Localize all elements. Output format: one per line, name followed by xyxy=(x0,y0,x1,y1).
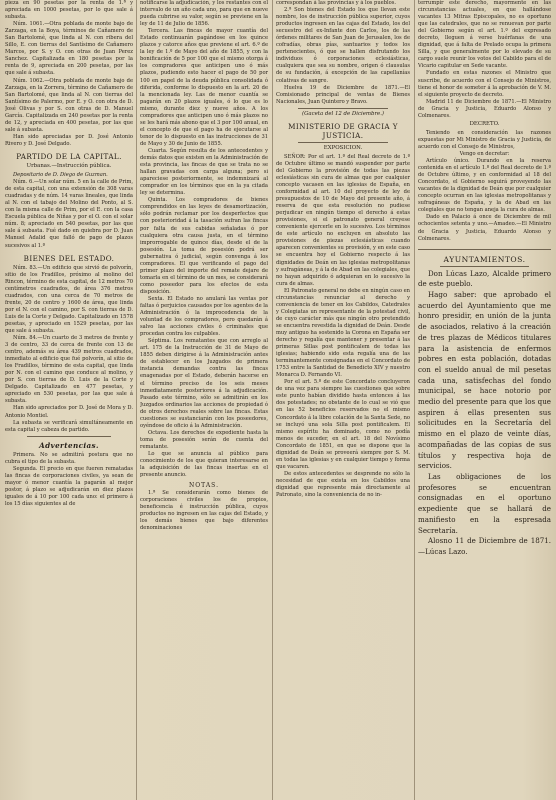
paragraph: correspondan á las provincias y á los pueblos. xyxy=(276,0,397,6)
column-rule xyxy=(414,0,415,800)
paragraph: Cuarta. Según resulta de los antecedentes y demás datos que existen en la Administración de esta provincia, las fincas de que se trata no se hallan gravadas con carga alguna; pero si apareciese posteriormente, se indemnizará al comprador en los términos que en la ya citada ley se determina. xyxy=(140,147,268,197)
section-subheading: DECRETO. xyxy=(469,120,500,127)
section-heading: MINISTERIO DE GRACIA Y JUSTICIA. xyxy=(288,121,398,140)
paragraph: Madrid 11 de Diciembre de 1871.—El Ministro de Gracia y Justicia, Eduardo Alonso y Colmenares. xyxy=(418,98,551,119)
paragraph: notificarse la adjudicación, y los restantes con el intervalo de un año cada uno, para que en nueve pueda cubrirse su valor, según se previene en la ley de 11 de Julio de 1856. xyxy=(140,0,268,28)
paragraph: Artículo único. Durando en la reserva contenida en el artículo 1.º del Real decreto de 1.º de Octubre último, y en conformidad al 18 del Concordato, el Gobierno seguirá proveyendo las vacantes de la dignidad de Deán que por cualquier concepto ocurran en las iglesias metropolitanas y sufragáneas de España, y la de Abad en las colegiales que no tengan aneja la cura de almas. xyxy=(418,158,551,214)
paragraph: Segunda. El precio en que fueren rematadas las fincas de corporaciones civiles, ya sean de mayor ó menor cuantía la pagarán al mejor postor, á plazo se adjudicarán en diez plazos iguales de á 10 por 100 cada uno: el primero á los 15 días siguientes al de xyxy=(5,465,133,507)
mayor-title: Don Lúcas Lazo, Alcalde primero de este pueblo. xyxy=(418,268,551,289)
paragraph: Hago saber: que aprobado el acuerdo del Ayuntamiento que me honro presidir, en unión de la junta de asociados, relativo á la creación de tres plazas de Médicos titulares para la asistencia de enfermos pobres en esta población, dotadas con el sueldo anual de mil pesetas cada una, satisfechas del fondo municipal, se hace notorio por medio del presente para que los que aspiren á ellas presenten sus solicitudes en la Secretaría del mismo en el plazo de veinte días, acompañadas de las copias de sus títulos y respectiva hoja de servicios. xyxy=(418,290,551,471)
paragraph: terrumpir este derecho, mayormente en las circunstancias actuales, en que hallándose vacantes 13 Mitras Episcopales, no es oportuno que las catedrales, que no se renuevan por parte del Gobierno según el art. 1.º del expresado decreto, lleguen á verse huérfanas de una dignidad, que á falta de Prelado ocupa la primera Silla, y que generalmente por lo elevado de su cargo suele reunir los votos del Cabildo para el de Vicario capitular en Sede vacante. xyxy=(418,0,551,70)
paragraph: Lo que se anuncia al público para conocimiento de los que quieran interesarse en la adquisición de las fincas insertas en el presente anuncio. xyxy=(140,451,268,479)
paragraph: Quinta. Los compradores de bienes comprendidos en las leyes de desamortización, sólo podrán reclamar por los desperfectos que con posterioridad á la tasación sufran las fincas por falta de sus cabidas señaladas ó por cualquiera otra causa justa, en el término improrrogable de quince días, desde el de la posesión. La toma de posesión podrá ser gubernativa ó judicial, según convenga á los compradores. El que verificando el pago del primer plazo del importe del remate dejare de tomarla en el término de un mes, se considerará como poseedor para los efectos de esta disposición. xyxy=(140,197,268,295)
column-4 xyxy=(418,0,551,800)
column-2 xyxy=(140,0,268,800)
column-1 xyxy=(5,0,133,800)
notes-heading: NOTAS. xyxy=(189,482,219,490)
paragraph: Núm. 1062.—Otra poblada de monte bajo de Zarzaga, en la Zorrera, término de Cañamero de San Bartolomé, que linda al N. con tierras del Santísimo de Palermo, por E. y O. con otra de D. José Olivas y por S. con otras de D. Manuel García. Capitalizada en 240 pesetas por la renta de 12, y apreciada en 400 pesetas, por las que sale á subasta. xyxy=(5,77,133,133)
depositary-line: Depositario de D. Diego de Guzman. xyxy=(13,172,108,179)
paragraph: Núm. 1061.—Otra poblada de monte bajo de Zarzaga, en la Boya, términos de Cañamero de San Bartolomé, que linda al N. con ribera del Sillo, E. con tierras del Santísimo de Cañamero Marcos, por S. y O. con otras de Juan Perez Sanchez. Capitalizada en 180 pesetas por la renta de 9, apreciada en 200 pesetas, por las que sale á subasta. xyxy=(5,21,133,77)
signature-line: Alosno 11 de Diciembre de 1871.—Lúcas Lazo. xyxy=(418,536,551,556)
paragraph: SEÑOR: Por el art. 1.º del Real decreto de 1.º de Octubre último se mandó suspender por parte del Gobierno la provisión de todas las piezas eclesiásticas sin cura de almas que por cualquier concepto vacasen en las iglesias de España, en conformidad al art. 10 del proyecto de ley de presupuestos de 10 de Mayo del presente año, á reserva de que esta resolución no pudiese perjudicar en ningún tiempo el derecho á estas provisiones, si el patronato general creyese conveniente ejercerle en lo sucesivo. Los términos de este artículo no excluyen en absoluto las provisiones de piezas eclesiásticas cuando aparecen convenientes su provisión, y en este caso se encuentra hoy el Gobierno respecto á las dignidades de Deán en las iglesias metropolitanas y sufragáneas, y á la de Abad en las colegiales, que no hayan adquirido ó adquieran en lo sucesivo la cura de almas. xyxy=(276,153,410,287)
divider xyxy=(298,142,388,143)
divider xyxy=(298,108,388,109)
divider xyxy=(27,436,111,437)
paragraph: Por el art. 5.º de este Concordato concluyeron de una vez para siempre las cuestiones que sobre este punto habían dividido hasta entonces á las dos potestades; no obstante de lo cual se vió que en las 52 beneficios reservados no el mismo Concordato á la libre colación de la Santa Sede, no se incluyó una sola Silla post pontificalem. El mismo espíritu ha dominado, como no podía menos de suceder, en el art. 18 del Novísimo Concordato de 1851, en que se dispone que la dignidad de Deán se proveerá siempre por S. M. en todas las iglesias y en cualquier tiempo y forma que vacaren. xyxy=(276,379,410,470)
paragraph: Sexta. El Estado no anulará las ventas por faltas ó perjuicios causados por los agentes de la Administración ó la improcedencia de la voluntad de los compradores, pero quedarán á salvo las acciones civiles ó criminales que procedan contra los culpables. xyxy=(140,295,268,338)
paragraph: Vengo en decretar: xyxy=(459,150,510,157)
paragraph: 1.ª Se considerarán como bienes de corporaciones civiles los de propios, beneficencia é instrucción pública, cuyos productos no ingresen en las cajas del Estado, y los demás bienes que bajo diferentes denominaciones xyxy=(140,490,268,532)
column-rule xyxy=(272,0,273,800)
section-heading: PARTIDO DE LA CAPITAL. xyxy=(16,151,122,161)
section-heading: AYUNTAMIENTOS. xyxy=(443,254,526,264)
gazette-citation: (Gaceta del 12 de Diciembre.) xyxy=(301,110,385,117)
paragraph: Tercera. Las fincas de mayor cuantía del Estado continuarán pagándose en los quince plazos y catorce años que previene el art. 6.º de la ley de 1.º de Mayo del año de 1855, y con la bonificación de 5 por 100 que el mismo otorga á los compradores que anticipen uno ó más plazos, pudiendo esto hacer el pago de 50 por 100 en papel de la deuda pública consolidada ó diferida, conforme lo dispuesto en la art. 20 de la mencionada ley. Las de menor cuantía se pagarán en 20 plazos iguales, ó lo que es lo mismo, durante diez y nueve años. A los compradores que anticipen uno ó más plazos no se les hará más abono que el 3 por 100 anual, en el concepto de que el pago ha de ejecutarse al tenor de lo dispuesto en las instrucciones de 31 de Mayo y 30 de Junio de 1855. xyxy=(140,28,268,147)
paragraph: pieza en 90 pesetas por la renta de 1.ª y apreciada en 1000 pesetas, por lo que sale á subasta. xyxy=(5,0,133,21)
paragraph: Núm. 6.—Un solar núm. 5 en la calle de Prim, de esta capital, con una extensión de 308 varas cuadradas y de núm. 14 varas lineales, que linda al N. con el tabajo del Molino del Ponto, al S. con la misma calle de Prim, por el E. con la casa Escuela pública de Niñas y por el O. con el solar núm. 8; apreciado en 540 pesetas, por las que sale á subasta. Fué dado en quiebra por D. Juan Manuel Adalid que falló de pago de plazos sucesivos al 1.º xyxy=(5,179,133,249)
paragraph: El Patronato general no debe en ningún caso en circunstancias renunciar al derecho y conveniencia de tener en los Cabildos, Catedrales y Colegiatas un representante de la potestad civil, de cuyo carácter más que ningún otro pretendido se encuentra revestida la dignidad de Deán. Desde muy antiguo ha sostenido la Corona en España ser derecho y regalía que mantener y presentar á las primeras Sillas post pontificalem de todas las iglesias; habiendo sido esta regalía una de las terminantemente consignadas en el Concordato de 1753 entre la Santidad de Benedicto XIV y nuestro Monarca D. Fernando VI. xyxy=(276,287,410,379)
paragraph: Fundado en estas razones el Ministro que suscribe, de acuerdo con el Consejo de Ministros, tiene el honor de someter á la aprobación de V. M. el siguiente proyecto de decreto. xyxy=(418,70,551,98)
paragraph: La subasta se verificará simultáneamente en esta capital y cabeza de partido. xyxy=(5,419,133,433)
paragraph: Han sido apreciadas por D. José Antonio Rivero y D. José Delgado. xyxy=(5,133,133,147)
divider xyxy=(440,266,529,267)
paragraph: De estos antecedentes se desprende no sólo la necesidad de que exista en los Cabildos una dignidad que represente más directamente al Patronato, sino la conveniencia de no in- xyxy=(276,470,410,499)
paragraph: Huelva 19 de Diciembre de 1871.—El Comisionado principal de ventas de Bienes Nacionales, Juan Quintero y Bravo. xyxy=(276,84,410,105)
paragraph: Séptima. Los rematantes que con arreglo al art. 175 de la Instrucción de 31 de Mayo de 1855 deben dirigirse á la Administración antes de establecer en los Juzgados de primera instancia demandas contra las fincas enagenadas por el Estado, deberán hacerse en el término preciso de los seis meses inmediatamente posteriores á la adjudicación. Pasado este término, sólo se admitirán en los Juzgados ordinarios las acciones de propiedad ó de otros derechos reales sobre las fincas. Estas cuestiones se sustanciarán con los poseedores, oyéndose de oficio á la Administración. xyxy=(140,338,268,429)
paragraph: 2.ª Son bienes del Estado los que llevan este nombre, los de instrucción pública superior, cuyos productos ingresen en las cajas del Estado, los del secuestro del ex-Infante don Carlos, los de las órdenes militares de San Juan de Jerusalen, los de cofradías, obras pías, santuarios y todos los pertenecientes, ó que se hallen disfrutando los individuos ó corporaciones eclesiásticas, cualquiera que sea su nombre, origen ó clausulas de su fundación, á excepción de las capellanías colativas de sangre. xyxy=(276,7,410,84)
paragraph: Han sido apreciados por D. José de Mora y D. Antonio Montiel. xyxy=(5,405,133,419)
paragraph: Octava. Los derechos de expediente hasta la toma de posesión serán de cuenta del rematante. xyxy=(140,429,268,450)
divider xyxy=(418,249,551,250)
paragraph: Las obligaciones de los profesores se encuentran consignadas en el oportuno expediente que se hallará de manifiesto en la espresada Secretaría. xyxy=(418,472,551,535)
paragraph: Dado en Palacio á once de Diciembre de mil ochocientos setenta y uno.—Amadeo.—El Ministro de Gracia y Justicia, Eduardo Alonso y Colmenares. xyxy=(418,214,551,242)
paragraph: Primera. No se admitirá postura que no cubra el tipo de la subasta. xyxy=(5,451,133,465)
paragraph: Teniendo en consideración las razones expuestas por Mi Ministro de Gracia y Justicia, de acuerdo con el Consejo de Ministros, xyxy=(418,129,551,150)
section-subheading: Urbanas.—Instrucción pública. xyxy=(26,162,112,169)
column-rule xyxy=(136,0,137,800)
section-subheading: EXPOSICION. xyxy=(323,144,363,151)
section-heading: BIENES DEL ESTADO. xyxy=(23,253,115,263)
paragraph: Núm. 83.—Un edificio que sirvió de polvorín, sitio de los Fradillos, próximo al molino del Rincon, término de esta capital, de 12 metros 70 centímetros cuadrados, de área 376 metros cuadrados, con una cerca de 70 metros de frente, 20 de centro y 1600 de área, que linda por el N. con el camino, por S. con tierras de D. Luis de la Corte y Delgado. Capitalizado en 1578 pesetas, y apreciado en 1529 pesetas, por las que sale á subasta. xyxy=(5,264,133,334)
section-heading: Advertencias. xyxy=(39,440,99,450)
paragraph: Núm. 84.—Un cuarto de 3 metros de frente y 3 de centro, 33 de cerca de frente con 13 de centro, además su área 439 metros cuadrados, inmediato al edificio que fué polvorín, al sitio de los Fradillos, término de esta capital, que linda por N. con el camino que conduce al molino, y por S. con tierras de D. Luis de la Corte y Delgado. Capitalizado en 477 pesetas, y apreciado en 530 pesetas, por las que sale á subasta. xyxy=(5,335,133,405)
column-3 xyxy=(276,0,410,800)
